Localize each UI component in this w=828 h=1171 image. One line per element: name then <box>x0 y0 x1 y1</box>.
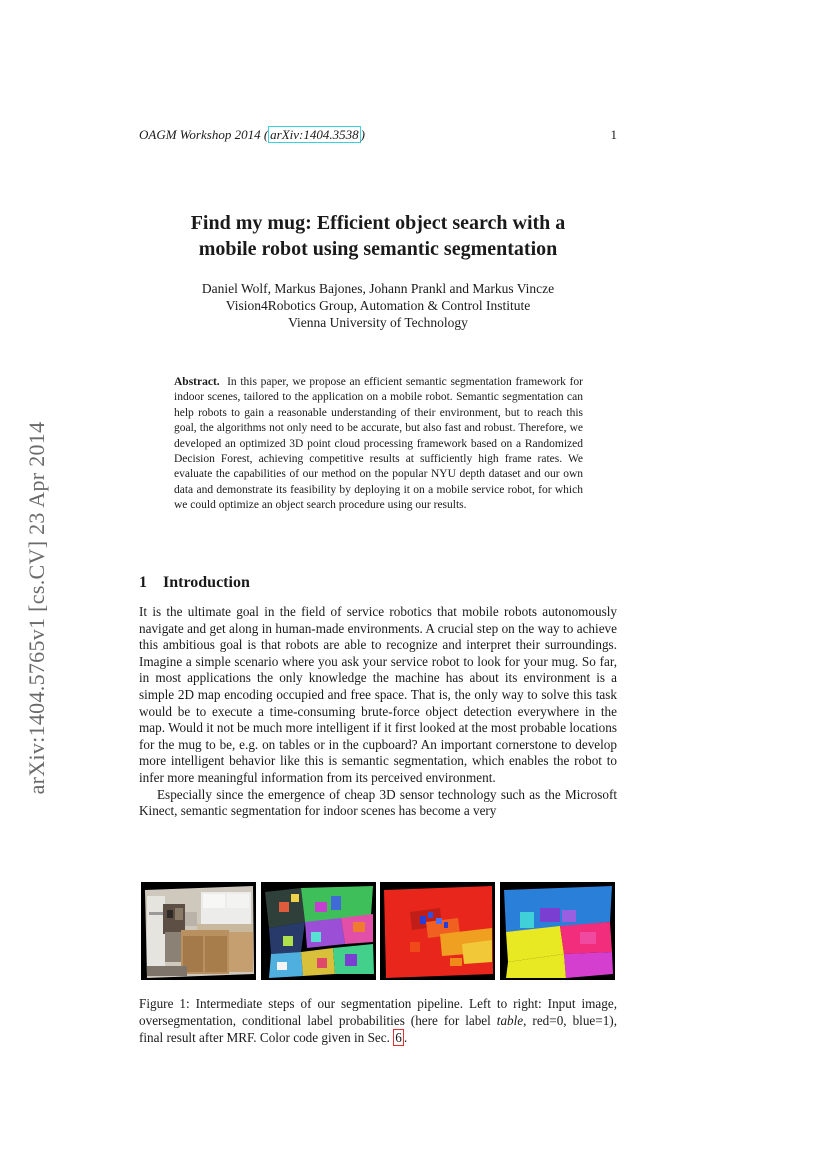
figure-panel-final-result <box>500 882 615 980</box>
venue-close: ) <box>360 127 365 142</box>
arxiv-identifier: arXiv:1404.5765v1 [cs.CV] 23 Apr 2014 <box>24 421 49 794</box>
figure-1-caption <box>139 995 617 1046</box>
affiliation-group: Vision4Robotics Group, Automation & Control Institute <box>225 298 531 313</box>
paragraph: It is the ultimate goal in the field of service robotics that mobile robots autonomously navigate and get along in human-made environments. A crucial step on the way to achieve this ambitious goal is that robots are able to recognize and interpret their surroundings. Imagine a simple scenario where you ask your service robot to look for your mug. So far, in most applications the only knowledge the machine has about its environment is a simple 2D map encoding occupied and free space. That is, the only way to solve this task would be to execute a time-consuming brute-force object detection everywhere in the map. Would it not be much more intelligent if it first looked at the most probable locations for the mug to be, e.g. on tables or in the cupboard? An important cornerstone to develop more intelligent behavior like this is semantic segmentation, which enables the robot to infer more meaningful information from its perceived environment. <box>139 604 617 785</box>
running-header <box>139 127 617 143</box>
venue-line <box>139 127 365 143</box>
abstract-label: Abstract. <box>174 376 220 388</box>
title-line-2: mobile robot using semantic segmentation <box>198 238 558 260</box>
author-names: Daniel Wolf, Markus Bajones, Johann Prankl and Markus Vincze <box>201 281 555 296</box>
introduction-body <box>139 604 617 820</box>
figure-panel-input-image <box>141 882 256 980</box>
figure-panel-label-probabilities <box>380 882 495 980</box>
paragraph: Especially since the emergence of cheap 3D sensor technology such as the Microsoft Kinect, semantic segmentation for indoor scenes has become a very <box>139 786 617 819</box>
figure-1 <box>141 882 615 980</box>
figure-panel-oversegmentation <box>261 882 376 980</box>
abstract <box>174 375 583 514</box>
author-block <box>139 280 617 331</box>
caption-text-start: Figure 1: Intermediate steps of our segmentation pipeline. Left to right: Input image, oversegmentation, conditional label probabilities (here for label <box>139 996 617 1028</box>
abstract-text: In this paper, we propose an efficient semantic segmentation framework for indoor scenes, tailored to the application on a mobile robot. Semantic segmentation can help robots to gain a reasonable understanding of their environment, but to reach this goal, the algorithms not only need to be accurate, but also fast and robust. Therefore, we developed an optimized 3D point cloud processing framework based on a Randomized Decision Forest, achieving competitive results at sufficiently high frame rates. We evaluate the capabilities of our method on the popular NYU depth dataset and our own data and demonstrate its feasibility by deploying it on a mobile service robot, for which we could optimize an object search procedure using our results. <box>174 376 584 512</box>
caption-text-mid: , red=0, blue=1), final result after MRF. Color code given in Sec. <box>139 1013 617 1045</box>
section-heading-introduction <box>139 574 250 592</box>
section-title: Introduction <box>163 574 250 591</box>
section-number: 1 <box>139 574 147 591</box>
arxiv-sidebar-stamp <box>22 370 52 845</box>
section-reference-link[interactable]: 6 <box>395 1030 402 1045</box>
paper-title <box>139 210 617 262</box>
arxiv-link[interactable]: arXiv:1404.3538 <box>270 127 359 142</box>
title-line-1: Find my mug: Efficient object search with a <box>190 212 566 234</box>
venue-name: OAGM Workshop 2014 ( <box>139 127 269 142</box>
affiliation-university: Vienna University of Technology <box>288 315 468 330</box>
page-number: 1 <box>610 127 617 142</box>
caption-text-end: . <box>403 1030 408 1045</box>
caption-label-italic: table <box>496 1013 524 1028</box>
